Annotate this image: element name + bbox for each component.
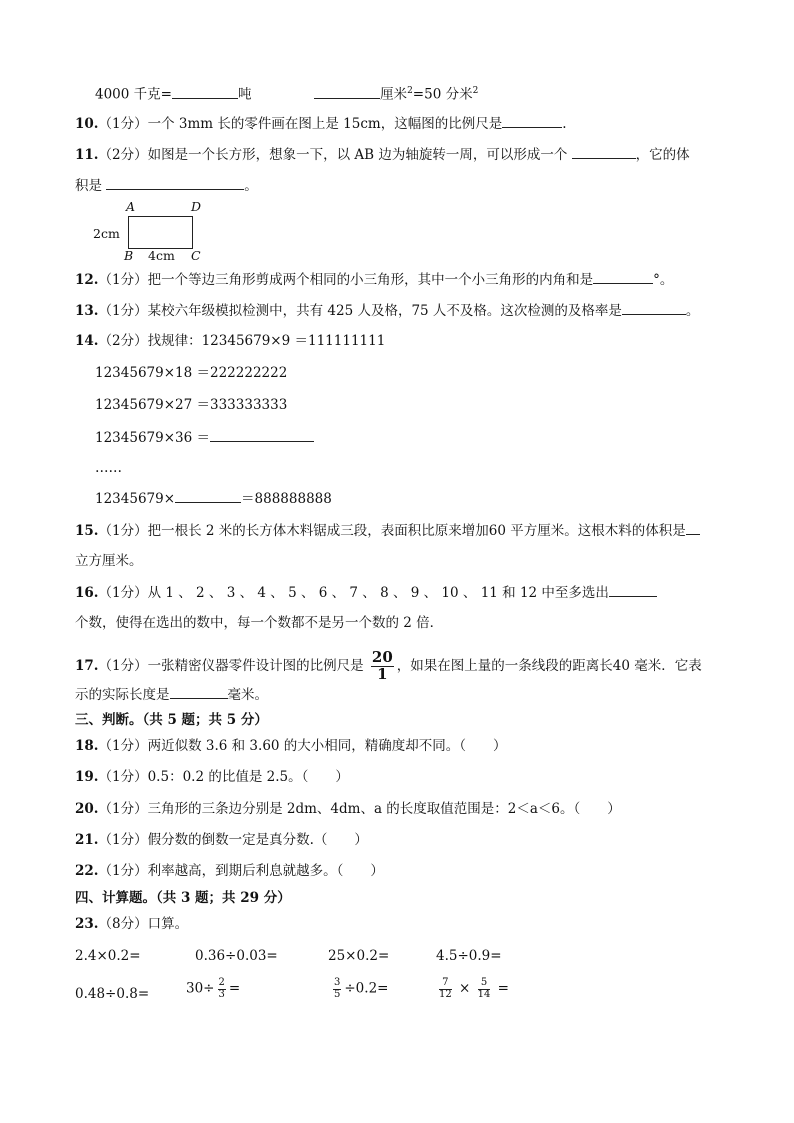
question-score: （1分）: [98, 832, 148, 848]
question-score: （2分）: [98, 333, 148, 349]
calc-item: [330, 978, 388, 1000]
question-text: 口算。: [147, 916, 189, 932]
question-text[interactable]: 假分数的倒数一定是真分数.（ ）: [147, 832, 368, 848]
question-text[interactable]: 两近似数 3.6 和 3.60 的大小相同，精确度却不同。（ ）: [147, 738, 507, 754]
answer-blank[interactable]: [686, 520, 700, 535]
fraction-denominator: 1: [377, 664, 388, 683]
answer-blank[interactable]: [170, 684, 228, 699]
ellipsis: ……: [95, 460, 122, 476]
fraction-numerator: 5: [478, 978, 491, 990]
question-22: 22.（1分）利率越高，到期后利息就越多。（ ）: [75, 863, 384, 879]
calc-text: =: [228, 980, 241, 997]
fraction: [439, 978, 452, 1000]
fraction-numerator: 2: [218, 977, 225, 988]
question-text[interactable]: 利率越高，到期后利息就越多。（ ）: [147, 863, 384, 879]
answer-blank[interactable]: [572, 144, 636, 159]
question-number: 17: [75, 657, 94, 674]
question-score: （2分）: [98, 147, 148, 163]
fraction: [218, 978, 226, 1000]
pattern-line: 12345679×18 ＝222222222: [95, 365, 288, 381]
question-number: 16: [75, 585, 94, 601]
question-12: 12.（1分）把一个等边三角形剪成两个相同的小三角形，其中一个小三角形的内角和是 °。: [75, 269, 673, 290]
calc-text: =: [497, 980, 509, 997]
conversion-a-text: 4000 千克=: [95, 86, 172, 103]
question-21: 21.（1分）假分数的倒数一定是真分数.（ ）: [75, 832, 368, 848]
question-text: 把一根长 2 米的长方体木料锯成三段，表面积比原来增加60 平方厘米。这根木料的体积是: [147, 523, 686, 539]
punctuation: °。: [653, 272, 674, 288]
pattern-line: 12345679×27 ＝333333333: [95, 397, 288, 413]
question-text: 一张精密仪器零件设计图的比例尺是: [147, 657, 364, 674]
question-number: 23: [75, 916, 94, 932]
question-number: 14: [75, 333, 94, 349]
question-text: 毫米。: [227, 687, 268, 703]
question-text: 积是: [75, 178, 102, 194]
question-text: 个数，使得在选出的数中，每一个数都不是另一个数的 2 倍．: [75, 615, 444, 631]
question-11: 11.（2分）如图是一个长方形，想象一下，以 AB 边为轴旋转一周，可以形成一个 ，它的体: [75, 144, 690, 165]
question-19: 19.（1分）0.5：0.2 的比值是 2.5。（ ）: [75, 769, 349, 785]
vertex-label-b: B: [124, 248, 134, 263]
question-text: 某校六年级模拟检测中，共有 425 人及格，75 人不及格。这次检测的及格率是: [147, 303, 622, 319]
fraction-denominator: 14: [477, 988, 491, 1000]
question-score: （1分）: [98, 303, 148, 319]
question-score: （1分）: [98, 523, 148, 539]
section-title: 四、计算题。（共 3 题；共 29 分）: [75, 890, 291, 906]
question-score: （1分）: [98, 738, 148, 754]
question-text: 找规律：12345679×9 ＝111111111: [147, 333, 386, 349]
side-length-label: 2cm: [93, 226, 120, 241]
scale-fraction: [371, 650, 394, 683]
answer-blank[interactable]: [210, 427, 314, 442]
question-text: 示的实际长度是: [75, 687, 170, 703]
question-score: （1分）: [98, 769, 148, 785]
section-title: 三、判断。（共 5 题；共 5 分）: [75, 712, 268, 728]
question-score: （1分）: [98, 863, 148, 879]
calc-item: 25×0.2=: [328, 948, 390, 964]
question-number: 13: [75, 303, 94, 319]
calc-text: ÷0.2=: [344, 980, 389, 997]
question-text: ，它的体: [635, 147, 690, 163]
question-number: 10: [75, 116, 94, 132]
pattern-line: [95, 488, 332, 509]
question-18: 18.（1分）两近似数 3.6 和 3.60 的大小相同，精确度却不同。（ ）: [75, 738, 507, 754]
question-number: 18: [75, 738, 94, 754]
question-text[interactable]: 0.5：0.2 的比值是 2.5。（ ）: [147, 769, 349, 785]
punctuation: .: [562, 116, 567, 132]
question-score: （1分）: [98, 116, 148, 132]
answer-blank[interactable]: [175, 488, 241, 503]
question-score: （1分）: [98, 585, 148, 601]
fraction: [478, 978, 491, 1000]
calc-item: 0.36÷0.03=: [195, 948, 278, 964]
question-number: 19: [75, 769, 94, 785]
question-13: 13.（1分）某校六年级模拟检测中，共有 425 人及格，75 人不及格。这次检测的及格率是 。: [75, 300, 699, 321]
question-14: 14.（2分）找规律：12345679×9 ＝111111111: [75, 333, 386, 349]
fraction-numerator: 3: [334, 977, 341, 988]
rectangle-shape: [128, 216, 193, 249]
superscript: 2: [472, 86, 479, 96]
answer-blank[interactable]: [593, 269, 653, 284]
conversion-b-unit: 厘米: [380, 86, 408, 103]
question-score: （1分）: [98, 657, 148, 674]
punctuation: 。: [244, 178, 258, 194]
question-number: 12: [75, 272, 94, 288]
calc-item: 0.48÷0.8=: [75, 986, 150, 1002]
calc-operator: ×: [459, 980, 471, 997]
answer-blank[interactable]: [502, 113, 562, 128]
calc-item: 2.4×0.2=: [75, 948, 141, 964]
question-23: 23.（8分）口算。: [75, 916, 189, 932]
question-text: 一个 3mm 长的零件画在图上是 15cm，这幅图的比例尺是: [147, 116, 503, 132]
conversion-a-unit: 吨: [237, 86, 252, 103]
answer-blank[interactable]: [314, 84, 380, 99]
question-number: 15: [75, 523, 94, 539]
question-15: 15.（1分）把一根长 2 米的长方体木料锯成三段，表面积比原来增加60 平方厘米。这根木料的体积是: [75, 520, 700, 541]
pattern-line: [95, 427, 314, 448]
vertex-label-d: D: [191, 199, 202, 214]
question-number: 22: [75, 863, 94, 879]
fraction-numerator: 20: [371, 648, 393, 666]
superscript: 2: [407, 86, 413, 96]
calc-item: [186, 978, 240, 1000]
fraction-denominator: 5: [334, 988, 341, 1000]
question-10: 10.（1分）一个 3mm 长的零件画在图上是 15cm，这幅图的比例尺是 .: [75, 113, 567, 134]
question-11-cont: [75, 175, 258, 196]
calc-item: 4.5÷0.9=: [436, 948, 502, 964]
question-text: 立方厘米。: [75, 553, 143, 569]
question-number: 11: [75, 147, 94, 163]
question-score: （1分）: [98, 272, 148, 288]
pattern-text: ＝888888888: [241, 491, 332, 507]
question-number: 21: [75, 832, 94, 848]
answer-blank[interactable]: [609, 582, 657, 597]
vertex-label-c: C: [191, 248, 201, 263]
answer-blank[interactable]: [622, 300, 686, 315]
question-20: 20.（1分）三角形的三条边分别是 2dm、4dm、a 的长度取值范围是：2＜a＜6。（ ）: [75, 801, 621, 817]
question-text: 从 1 、 2 、 3 、 4 、 5 、 6 、 7 、 8 、 9 、 10 、 11 和 12 中至多选出: [147, 585, 609, 601]
punctuation: 。: [685, 303, 700, 319]
side-length-label: 4cm: [148, 248, 175, 263]
question-score: （1分）: [98, 801, 148, 817]
pattern-text: 12345679×36 ＝: [95, 430, 210, 446]
vertex-label-a: A: [126, 199, 136, 214]
question-17-cont: [75, 684, 268, 705]
question-text: ，如果在图上量的一条线段的距离长40 毫米．它表: [396, 657, 702, 674]
calc-item: [436, 978, 509, 1000]
fraction-numerator: 7: [439, 978, 452, 990]
question-text: 如图是一个长方形，想象一下，以 AB 边为轴旋转一周，可以形成一个: [147, 147, 568, 163]
answer-blank[interactable]: [106, 175, 244, 190]
fraction-denominator: 3: [218, 988, 225, 1000]
question-text[interactable]: 三角形的三条边分别是 2dm、4dm、a 的长度取值范围是：2＜a＜6。（ ）: [147, 801, 621, 817]
conversion-b-text: =50 分米: [412, 86, 473, 103]
unit-conversion-line: [95, 81, 478, 105]
question-text: 把一个等边三角形剪成两个相同的小三角形，其中一个小三角形的内角和是: [147, 272, 594, 288]
fraction-denominator: 12: [439, 988, 452, 1000]
pattern-text: 12345679×: [95, 491, 176, 507]
question-score: （8分）: [98, 916, 148, 932]
question-number: 20: [75, 801, 94, 817]
fraction: [333, 978, 341, 1000]
question-17: 17.（1分）一张精密仪器零件设计图的比例尺是 $\frac{20}{1}$ ，如果在图上量的一条线段的距离长40 毫米．它表: [75, 648, 702, 683]
answer-blank[interactable]: [172, 84, 238, 99]
question-16: 16.（1分）从 1 、 2 、 3 、 4 、 5 、 6 、 7 、 8 、 9 、 10 、 11 和 12 中至多选出: [75, 582, 657, 603]
calc-text: 30÷: [186, 980, 215, 997]
